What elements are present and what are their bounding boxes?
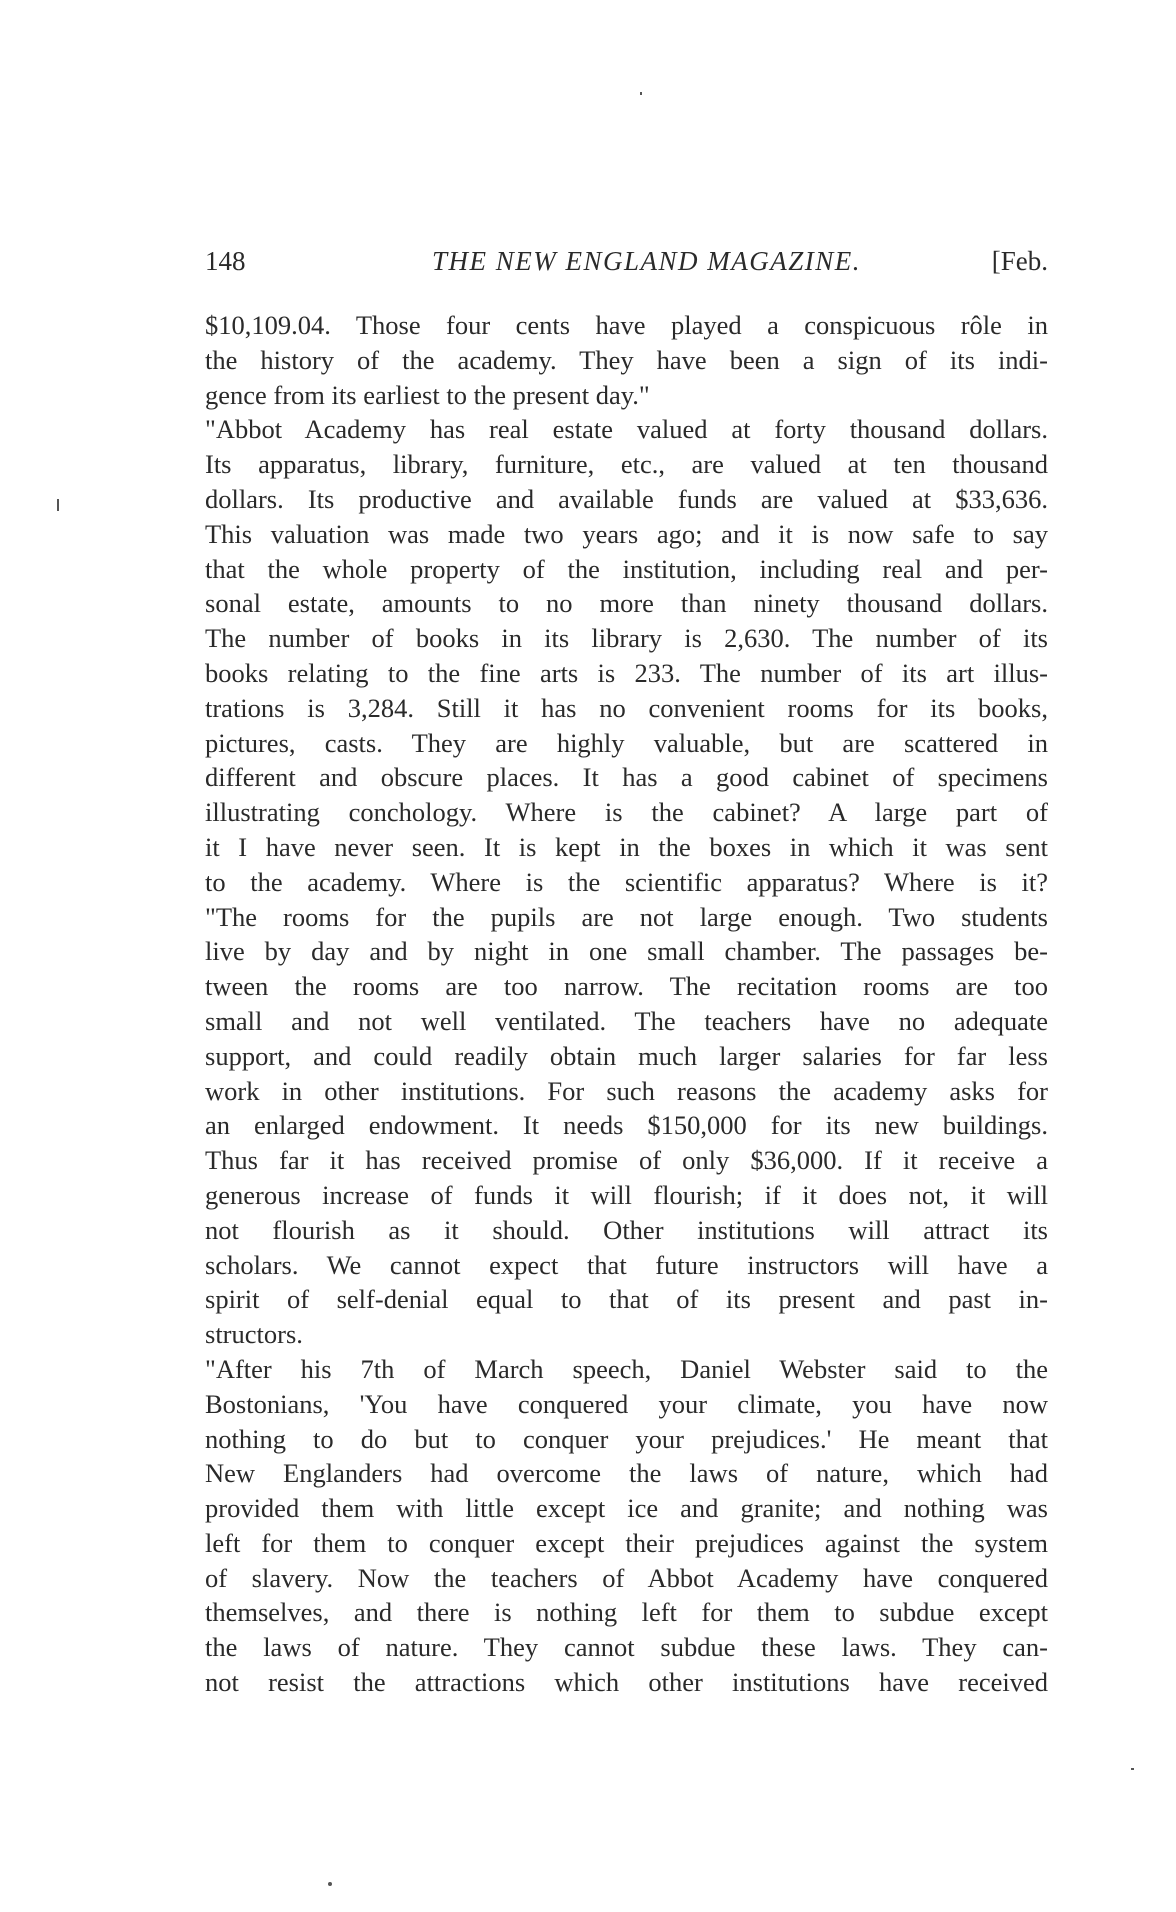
text-line: sonal estate, amounts to no more than ninety thousand dollars.: [205, 588, 1048, 619]
text-line: nothing to do but to conquer your prejudices.' He meant that: [205, 1423, 1048, 1454]
text-line: not resist the attractions which other institutions have received: [205, 1667, 1048, 1698]
text-line: tween the rooms are too narrow. The recitation rooms are too: [205, 971, 1048, 1002]
article-body: [205, 308, 1048, 1700]
text-line: themselves, and there is nothing left for them to subdue except: [205, 1597, 1048, 1628]
text-line: the laws of nature. They cannot subdue these laws. They can-: [205, 1632, 1048, 1663]
text-line: generous increase of funds it will flourish; if it does not, it will: [205, 1179, 1048, 1210]
text-line: that the whole property of the institution, including real and per-: [205, 553, 1048, 584]
text-line: New Englanders had overcome the laws of nature, which had: [205, 1458, 1048, 1489]
text-line: scholars. We cannot expect that future instructors will have a: [205, 1249, 1048, 1280]
text-line: to the academy. Where is the scientific apparatus? Where is it?: [205, 866, 1048, 897]
text-line: it I have never seen. It is kept in the boxes in which it was sent: [205, 831, 1048, 862]
text-line: spirit of self-denial equal to that of its present and past in-: [205, 1284, 1048, 1315]
text-line: trations is 3,284. Still it has no convenient rooms for its books,: [205, 692, 1048, 723]
text-line: an enlarged endowment. It needs $150,000 for its new buildings.: [205, 1110, 1048, 1141]
text-line: illustrating conchology. Where is the cabinet? A large part of: [205, 797, 1048, 828]
text-line: work in other institutions. For such reasons the academy asks for: [205, 1075, 1048, 1106]
text-line: live by day and by night in one small chamber. The passages be-: [205, 936, 1048, 967]
text-line: The number of books in its library is 2,630. The number of its: [205, 623, 1048, 654]
text-line: different and obscure places. It has a good cabinet of specimens: [205, 762, 1048, 793]
magazine-title: THE NEW ENGLAND MAGAZINE.: [432, 246, 861, 276]
text-line: provided them with little except ice and granite; and nothing was: [205, 1493, 1048, 1524]
text-line: Thus far it has received promise of only $36,000. If it receive a: [205, 1145, 1048, 1176]
text-line: not flourish as it should. Other institutions will attract its: [205, 1214, 1048, 1245]
text-line: This valuation was made two years ago; and it is now safe to say: [205, 518, 1048, 549]
scan-speck: [57, 499, 59, 511]
text-line: the history of the academy. They have been a sign of its indi-: [205, 344, 1048, 375]
text-line: small and not well ventilated. The teachers have no adequate: [205, 1005, 1048, 1036]
text-line: of slavery. Now the teachers of Abbot Academy have conquered: [205, 1562, 1048, 1593]
text-line: gence from its earliest to the present day.": [205, 379, 650, 410]
text-line: $10,109.04. Those four cents have played a conspicuous rôle in: [205, 310, 1048, 340]
text-line: "After his 7th of March speech, Daniel Webster said to the: [205, 1353, 1048, 1384]
scan-speck: [1131, 1768, 1134, 1770]
text-line: "Abbot Academy has real estate valued at forty thousand dollars.: [205, 414, 1048, 445]
scan-speck: [640, 92, 642, 95]
text-line: support, and could readily obtain much larger salaries for far less: [205, 1040, 1048, 1071]
scan-speck: [328, 1882, 332, 1886]
text-line: structors.: [205, 1319, 303, 1350]
issue-month: [Feb.: [991, 246, 1048, 276]
text-line: left for them to conquer except their prejudices against the system: [205, 1527, 1048, 1558]
text-line: pictures, casts. They are highly valuable, but are scattered in: [205, 727, 1048, 758]
running-head: [205, 246, 1048, 286]
text-line: dollars. Its productive and available funds are valued at $33,636.: [205, 483, 1048, 514]
text-line: Bostonians, 'You have conquered your climate, you have now: [205, 1388, 1048, 1419]
text-line: books relating to the fine arts is 233. The number of its art illus-: [205, 657, 1048, 688]
text-line: "The rooms for the pupils are not large enough. Two students: [205, 901, 1048, 932]
page-number: 148: [205, 246, 246, 276]
text-line: Its apparatus, library, furniture, etc., are valued at ten thousand: [205, 449, 1048, 480]
